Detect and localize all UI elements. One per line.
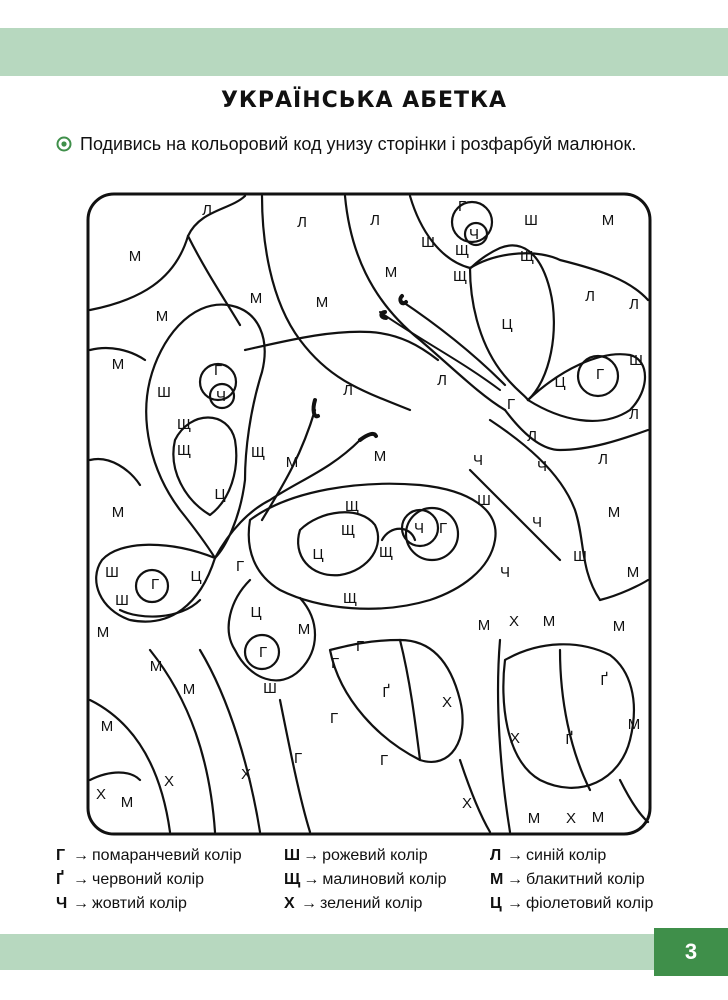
- footer-band: [0, 934, 728, 970]
- region-code-label: М: [96, 624, 110, 641]
- region-code-label: М: [591, 809, 605, 826]
- region-code-label: Щ: [250, 444, 266, 461]
- region-code-label: Г: [595, 366, 605, 383]
- region-code-label: М: [601, 212, 615, 229]
- region-code-label: М: [626, 564, 640, 581]
- region-code-label: Х: [240, 766, 252, 783]
- header-band: [0, 28, 728, 76]
- region-code-label: М: [111, 504, 125, 521]
- region-code-label: Х: [461, 795, 473, 812]
- region-code-label: Ц: [214, 486, 226, 503]
- region-code-label: Л: [585, 288, 595, 305]
- region-code-label: Г: [506, 396, 516, 413]
- legend-item: Щ → малиновий колір: [284, 871, 447, 888]
- region-code-label: Л: [527, 428, 537, 445]
- region-code-label: Ґ: [600, 672, 608, 689]
- region-code-label: Г: [379, 752, 389, 769]
- region-code-label: Ґ: [382, 684, 390, 701]
- region-code-label: Г: [355, 638, 365, 655]
- legend-item: М → блакитний колір: [490, 871, 645, 888]
- region-code-label: М: [285, 454, 299, 471]
- region-code-label: М: [477, 617, 491, 634]
- region-code-label: М: [249, 290, 263, 307]
- region-code-label: Ч: [473, 452, 483, 469]
- region-code-label: Щ: [342, 590, 358, 607]
- region-code-label: Щ: [452, 268, 468, 285]
- region-code-label: Х: [509, 730, 521, 747]
- region-code-label: Ч: [469, 226, 479, 243]
- region-code-label: Л: [437, 372, 447, 389]
- region-code-label: Ч: [537, 458, 547, 475]
- target-icon: [56, 136, 72, 152]
- region-code-label: Ш: [157, 384, 171, 401]
- region-code-label: Л: [297, 214, 307, 231]
- region-code-label: М: [111, 356, 125, 373]
- region-code-label: Ч: [216, 388, 226, 405]
- region-code-label: Ц: [250, 604, 262, 621]
- legend-item: Л → синій колір: [490, 847, 607, 864]
- region-code-label: Г: [150, 576, 160, 593]
- region-code-label: М: [149, 658, 163, 675]
- region-code-label: Ц: [312, 546, 324, 563]
- region-code-label: Щ: [378, 544, 394, 561]
- region-code-label: М: [128, 248, 142, 265]
- region-code-label: Г: [438, 520, 448, 537]
- region-code-label: М: [384, 264, 398, 281]
- legend-item: Ґ → червоний колір: [56, 871, 205, 888]
- legend-item: Ш → рожевий колір: [284, 847, 428, 864]
- legend-item: Х → зелений колір: [284, 895, 423, 912]
- region-code-label: М: [155, 308, 169, 325]
- region-code-label: Ц: [190, 568, 202, 585]
- region-code-label: Л: [629, 296, 639, 313]
- task-instruction: [56, 132, 688, 156]
- region-code-label: Л: [370, 212, 380, 229]
- region-code-label: М: [612, 618, 626, 635]
- region-code-label: Л: [202, 202, 212, 219]
- region-code-label: Г: [457, 198, 467, 215]
- region-code-label: Х: [565, 810, 577, 827]
- legend-column-2: [284, 844, 447, 916]
- region-code-label: Щ: [176, 416, 192, 433]
- region-code-label: Ч: [414, 520, 424, 537]
- region-code-label: М: [120, 794, 134, 811]
- region-code-label: Х: [95, 786, 107, 803]
- region-code-label: Х: [441, 694, 453, 711]
- region-code-label: Ш: [629, 352, 643, 369]
- region-code-label: Ш: [115, 592, 129, 609]
- region-code-label: Ш: [263, 680, 277, 697]
- picture-labels: [96, 198, 643, 827]
- coloring-picture: [86, 192, 652, 836]
- region-code-label: М: [627, 716, 641, 733]
- region-code-label: Ш: [524, 212, 538, 229]
- region-code-label: Л: [343, 382, 353, 399]
- region-code-label: Г: [330, 655, 340, 672]
- region-code-label: Щ: [344, 498, 360, 515]
- region-code-label: Щ: [454, 242, 470, 259]
- legend-item: Г → помаранчевий колір: [56, 847, 242, 864]
- region-code-label: М: [373, 448, 387, 465]
- region-code-label: Л: [598, 451, 608, 468]
- region-code-label: М: [297, 621, 311, 638]
- region-code-label: Ц: [554, 374, 566, 391]
- region-code-label: Г: [235, 558, 245, 575]
- region-code-label: Ч: [500, 564, 510, 581]
- legend-column-1: [56, 844, 242, 916]
- region-code-label: Ш: [573, 548, 587, 565]
- region-code-label: Щ: [340, 522, 356, 539]
- region-code-label: Х: [163, 773, 175, 790]
- page-number: 3: [654, 928, 728, 976]
- region-code-label: Л: [629, 406, 639, 423]
- legend-item: Ч → жовтий колір: [56, 895, 187, 912]
- region-code-label: Щ: [176, 442, 192, 459]
- region-code-label: Ґ: [565, 731, 573, 748]
- region-code-label: Ч: [532, 514, 542, 531]
- region-code-label: Щ: [519, 248, 535, 265]
- region-code-label: М: [100, 718, 114, 735]
- legend-column-3: [490, 844, 653, 916]
- legend-item: Ц → фіолетовий колір: [490, 895, 654, 912]
- page-title: УКРАЇНСЬКА АБЕТКА: [220, 88, 508, 113]
- region-code-label: Г: [329, 710, 339, 727]
- region-code-label: М: [315, 294, 329, 311]
- region-code-label: Х: [508, 613, 520, 630]
- region-code-label: М: [542, 613, 556, 630]
- region-code-label: Г: [293, 750, 303, 767]
- region-code-label: Ц: [501, 316, 513, 333]
- region-code-label: Ш: [421, 234, 435, 251]
- region-code-label: Ш: [105, 564, 119, 581]
- task-text: Подивись на кольоровий код унизу сторінки і розфарбуй малюнок.: [80, 134, 637, 154]
- region-code-label: М: [607, 504, 621, 521]
- region-code-label: Г: [213, 362, 223, 379]
- region-code-label: Г: [258, 644, 268, 661]
- region-code-label: М: [527, 810, 541, 827]
- region-code-label: М: [182, 681, 196, 698]
- region-code-label: Ш: [477, 492, 491, 509]
